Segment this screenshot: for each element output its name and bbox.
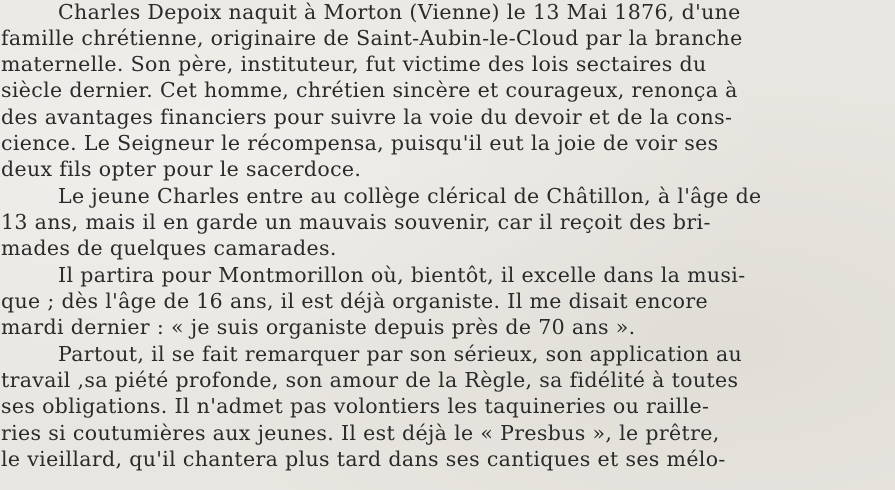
text-line xyxy=(1,420,895,447)
line-text: deux fils opter pour le sacerdoce. xyxy=(1,157,362,181)
line-text: que ; dès l'âge de 16 ans, il est déjà organiste. Il me disait encore xyxy=(1,289,709,313)
text-line xyxy=(58,262,895,289)
text-line xyxy=(1,51,895,78)
line-text: mades de quelques camarades. xyxy=(1,236,337,260)
text-line xyxy=(58,183,895,210)
text-line xyxy=(1,104,895,131)
line-text: cience. Le Seigneur le récompensa, puisqu'il eut la joie de voir ses xyxy=(1,131,719,155)
text-line xyxy=(1,235,895,262)
text-line xyxy=(1,209,895,236)
line-text: mardi dernier : « je suis organiste depuis près de 70 ans ». xyxy=(1,315,636,339)
text-line xyxy=(58,341,895,368)
line-text: Partout, il se fait remarquer par son sérieux, son application au xyxy=(58,342,743,366)
text-line xyxy=(1,367,895,394)
text-line xyxy=(1,25,895,52)
text-line xyxy=(58,0,895,26)
line-text: ries si coutumières aux jeunes. Il est déjà le « Presbus », le prêtre, xyxy=(1,421,720,445)
line-text: ses obligations. Il n'admet pas volontiers les taquineries ou raille- xyxy=(1,394,710,418)
line-text: le vieillard, qu'il chantera plus tard dans ses cantiques et ses mélo- xyxy=(1,447,726,471)
line-text: Il partira pour Montmorillon où, bientôt, il excelle dans la musi- xyxy=(58,263,746,287)
line-text: Charles Depoix naquit à Morton (Vienne) le 13 Mai 1876, d'une xyxy=(58,0,741,24)
text-line xyxy=(1,446,895,473)
text-line xyxy=(1,156,895,183)
text-line xyxy=(1,288,895,315)
line-text: 13 ans, mais il en garde un mauvais souvenir, car il reçoit des bri- xyxy=(1,210,711,234)
text-line xyxy=(1,130,895,157)
line-text: des avantages financiers pour suivre la voie du devoir et de la cons- xyxy=(1,105,733,129)
text-line xyxy=(1,314,895,341)
line-text: Le jeune Charles entre au collège clérical de Châtillon, à l'âge de xyxy=(58,184,762,208)
text-line xyxy=(1,393,895,420)
line-text: siècle dernier. Cet homme, chrétien sincère et courageux, renonça à xyxy=(1,78,738,102)
line-text: maternelle. Son père, instituteur, fut victime des lois sectaires du xyxy=(1,52,707,76)
line-text: travail ,sa piété profonde, son amour de la Règle, sa fidélité à toutes xyxy=(1,368,739,392)
text-line xyxy=(1,77,895,104)
line-text: famille chrétienne, originaire de Saint-Aubin-le-Cloud par la branche xyxy=(1,26,743,50)
